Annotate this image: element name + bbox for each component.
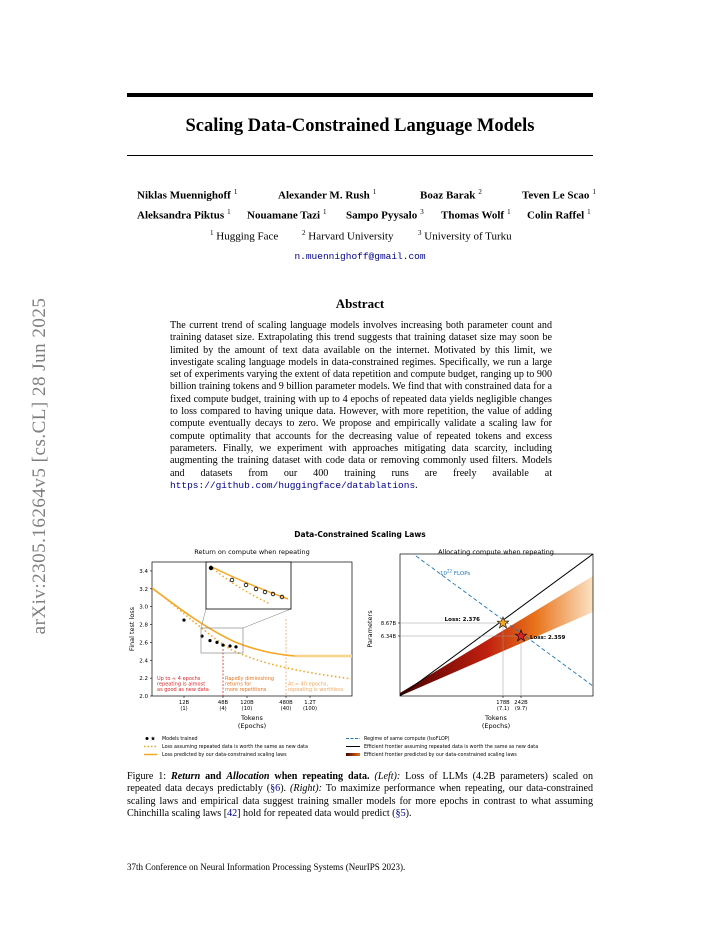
author: Thomas Wolf $^1$ <box>441 208 511 222</box>
annotation-text: repeating is worthless <box>288 687 344 694</box>
x-tick-epochs: (40) <box>280 706 292 712</box>
annotation-text: more repetitions <box>225 687 267 694</box>
author: Nouamane Tazi $^1$ <box>247 208 327 222</box>
x-tick-label: 480B <box>279 700 293 706</box>
model-trained-point <box>228 644 231 647</box>
author: Colin Raffel $^1$ <box>527 208 591 222</box>
x-tick-epochs: (9.7) <box>514 706 528 712</box>
x-tick-label: 48B <box>217 700 229 706</box>
efficient-frontier-chinchilla <box>400 554 593 696</box>
left-annotations <box>157 676 344 693</box>
left-x-ticks <box>179 696 317 712</box>
x-tick-label: 1.2T <box>304 700 316 706</box>
isoflop-label: $10^{22}$ FLOPs <box>440 568 471 577</box>
figure-legend <box>144 736 538 758</box>
x-tick-epochs: (10) <box>241 706 253 712</box>
x-tick-label: 178B <box>496 700 510 706</box>
loss-label: Loss: 2.359 <box>530 635 566 641</box>
right-x-axis-label: Tokens (Epochs) <box>481 714 511 730</box>
model-trained-point <box>215 641 218 644</box>
y-tick-label: 8.67B <box>380 621 396 627</box>
section-link[interactable]: §5 <box>395 807 406 819</box>
affiliation: $^2$ Harvard University <box>302 229 394 243</box>
affiliation: $^3$ University of Turku <box>418 229 512 243</box>
x-tick-epochs: (7.1) <box>496 706 510 712</box>
author-email[interactable]: n.muennighoff@gmail.com <box>294 251 426 262</box>
figure-1 <box>120 524 600 769</box>
title-rule <box>127 155 593 156</box>
y-tick-label: 2.0 <box>139 694 148 700</box>
zoom-model-point <box>209 566 213 570</box>
y-tick-label: 6.34B <box>380 634 396 640</box>
affiliation: $^1$ Hugging Face <box>210 229 279 243</box>
citation-link[interactable]: 42 <box>227 807 238 819</box>
annotation-text: Up to ≈ 4 epochs <box>157 676 201 682</box>
loss-label: Loss: 2.376 <box>444 617 480 623</box>
y-tick-label: 3.4 <box>139 568 148 575</box>
left-y-axis-label: Final test loss <box>128 606 136 652</box>
legend-label: Loss assuming repeated data is worth the same as new data <box>162 745 308 750</box>
figure-suptitle: Data-Constrained Scaling Laws <box>294 530 426 539</box>
author: Teven Le Scao $^1$ <box>522 188 596 202</box>
repo-link[interactable]: https://github.com/huggingface/datablations <box>170 479 416 491</box>
y-tick-label: 2.2 <box>139 676 148 683</box>
right-panel-title: Allocating compute when repeating <box>438 548 554 556</box>
model-trained-point <box>208 639 211 642</box>
annotation-text: At ≈ 40 epochs, <box>288 681 329 688</box>
x-tick-epochs: (100) <box>303 706 317 712</box>
legend-label: Efficient frontier predicted by our data-constrained scaling laws <box>364 753 517 758</box>
right-x-ticks <box>496 696 528 712</box>
author: Sampo Pyysalo $^3$ <box>346 208 424 222</box>
annotation-text: returns for <box>225 681 252 688</box>
zoom-region-box <box>201 628 243 653</box>
left-y-ticks <box>139 569 152 700</box>
annotation-text: Rapidly diminishing <box>225 676 274 682</box>
abstract-heading: Abstract <box>335 296 385 311</box>
x-tick-label: 120B <box>240 700 254 706</box>
y-tick-label: 2.6 <box>139 640 148 647</box>
annotation-text: as good as new data <box>157 687 209 694</box>
y-tick-label: 2.4 <box>139 658 148 665</box>
author: Boaz Barak $^2$ <box>420 188 482 202</box>
x-tick-label: 242B <box>514 700 528 706</box>
legend-label: Models trained <box>162 737 198 742</box>
y-tick-label: 3.0 <box>139 604 148 611</box>
section-link[interactable]: §6 <box>270 783 281 795</box>
left-x-axis-label: Tokens (Epochs) <box>237 714 267 730</box>
author: Niklas Muennighoff $^1$ <box>137 188 238 202</box>
legend-label: Efficient frontier assuming repeated data is worth the same as new data <box>364 745 539 750</box>
legend-swatch <box>346 753 360 756</box>
zoom-connector <box>243 609 291 628</box>
left-panel-title: Return on compute when repeating <box>194 548 310 556</box>
author: Alexander M. Rush $^1$ <box>278 188 377 202</box>
model-trained-point <box>221 643 224 646</box>
right-y-ticks <box>381 621 400 640</box>
x-tick-epochs: (4) <box>219 706 227 712</box>
legend-label: Loss predicted by our data-constrained scaling laws <box>162 753 287 758</box>
model-trained-point <box>234 645 237 648</box>
arxiv-identifier: arXiv:2305.16264v5 [cs.CL] 28 Jun 2025 <box>29 297 50 635</box>
x-tick-label: 12B <box>178 700 190 706</box>
paper-title: Scaling Data-Constrained Language Models <box>185 116 535 136</box>
zoom-inset-frame <box>206 562 291 609</box>
legend-label: Regime of same compute (IsoFLOP) <box>364 737 450 742</box>
model-trained-point <box>182 618 185 621</box>
abstract-text: The current trend of scaling language models involves increasing both parameter count and training dataset size. Extrapolating this trend suggests that training dataset size may soon be limited by the amount of text data available on the internet. Motivated by this limit, we investigate scaling language models in data-constrained regimes. Specifically, we run a large set of experiments varying the extent of data repetition and compute budget, ranging up to 900 billion training tokens and 9 billion parameter models. We find that with constrained data for a fixed compute budget, training with up to 4 epochs of repeated data yields negligible changes to loss compared to having unique data. However, with more repetition, the value of adding compute eventually decays to zero. We propose and empirically validate a scaling law for compute optimality that accounts for the decreasing value of repeated tokens and excess parameters. Finally, we experiment with approaches mitigating data scarcity, including augmenting the training dataset with code data or removing commonly used filters. Models and datasets from our 400 training runs are freely available at <box>170 320 552 479</box>
top-rule <box>127 93 593 97</box>
legend-marker-star <box>151 736 155 740</box>
author: Aleksandra Piktus $^1$ <box>137 208 231 222</box>
y-tick-label: 3.2 <box>139 586 148 593</box>
models-trained-markers <box>182 618 237 648</box>
legend-marker-circle <box>146 737 149 740</box>
abstract-body: The current trend of scaling language models involves increasing both parameter count and training dataset size. Extrapolating this trend suggests that training dataset size may soon be limited by the amount of text data available on the internet. Motivated by this limit, we investigate scaling language models in data-constrained regimes. Specifically, we run a large set of experiments varying the extent of data repetition and compute budget, ranging up to 900 billion training tokens and 9 billion parameter models. We find that with constrained data for a fixed compute budget, training with up to 4 epochs of repeated data yields negligible changes to loss compared to having unique data. However, with more repetition, the value of adding compute eventually decays to zero. We propose and empirically validate a scaling law for compute optimality that accounts for the decreasing value of repeated tokens and excess parameters. Finally, we experiment with approaches mitigating data scarcity, including augmenting the training dataset with code data or removing commonly used filters. Models and datasets from our 400 training runs are freely available at https://github.com/huggingface/datablations. <box>170 320 552 491</box>
y-tick-label: 2.8 <box>139 622 148 629</box>
x-tick-epochs: (1) <box>180 706 188 712</box>
annotation-text: repeating is almost <box>157 681 206 688</box>
right-y-axis-label: Parameters <box>366 610 374 648</box>
conference-footer: 37th Conference on Neural Information Processing Systems (NeurIPS 2023). <box>127 862 406 872</box>
figure-caption: Figure 1: Return and Allocation when repeating data. (Left): Loss of LLMs (4.2B parameters) scaled on repeated data decays predictably (§6). (Right): To maximize performance when repeating, our data-constrained scaling laws and empirical data suggest training smaller models for more epochs in contrast to what assuming Chinchilla scaling laws [42] hold for repeated data would predict (§5). <box>127 771 593 819</box>
